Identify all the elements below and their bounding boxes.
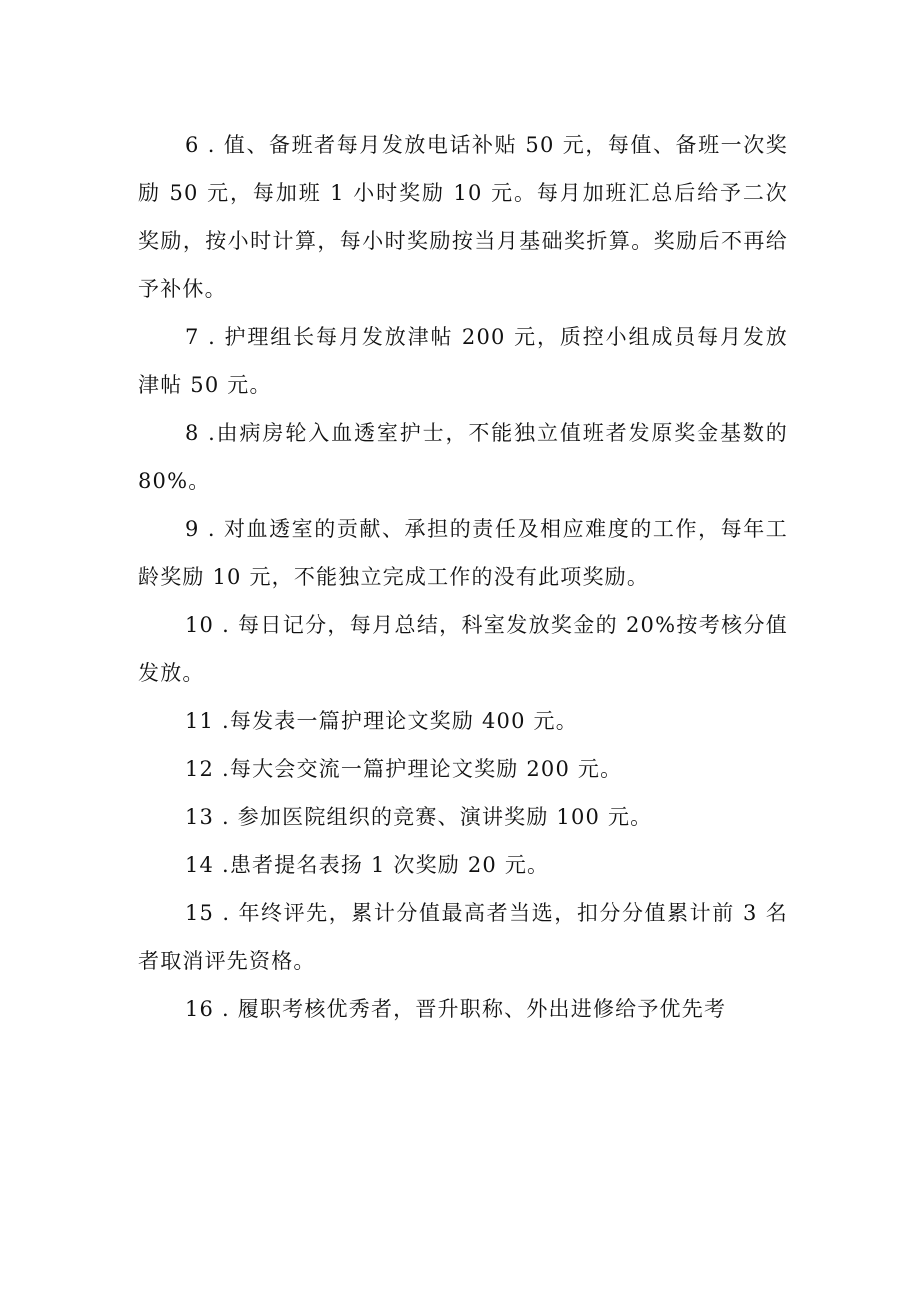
document-body: [138, 121, 788, 1033]
paragraph-item-8: 8 .由病房轮入血透室护士，不能独立值班者发原奖金基数的 80%。: [138, 421, 788, 493]
paragraph-item-7: 7 . 护理组长每月发放津帖 200 元，质控小组成员每月发放津帖 50 元。: [138, 325, 788, 397]
paragraph-item-14: 14 .患者提名表扬 1 次奖励 20 元。: [185, 853, 550, 877]
paragraph-item-15: 15 . 年终评先，累计分值最高者当选，扣分分值累计前 3 名者取消评先资格。: [138, 901, 788, 973]
paragraph-item-6: 6 . 值、备班者每月发放电话补贴 50 元，每值、备班一次奖励 50 元，每加班 1 小时奖励 10 元。每月加班汇总后给予二次奖励，按小时计算，每小时奖励按当月基础奖折算。奖励后不再给予补休。: [138, 133, 788, 301]
paragraph-item-16: 16 . 履职考核优秀者，晋升职称、外出进修给予优先考: [185, 997, 727, 1021]
paragraph-item-9: 9 . 对血透室的贡献、承担的责任及相应难度的工作，每年工龄奖励 10 元，不能独立完成工作的没有此项奖励。: [138, 517, 788, 589]
paragraph-item-12: 12 .每大会交流一篇护理论文奖励 200 元。: [185, 757, 623, 781]
paragraph-item-13: 13 . 参加医院组织的竞赛、演讲奖励 100 元。: [185, 805, 653, 829]
paragraph-item-10: 10 . 每日记分，每月总结，科室发放奖金的 20%按考核分值发放。: [138, 613, 788, 685]
paragraph-item-11: 11 .每发表一篇护理论文奖励 400 元。: [185, 709, 578, 733]
